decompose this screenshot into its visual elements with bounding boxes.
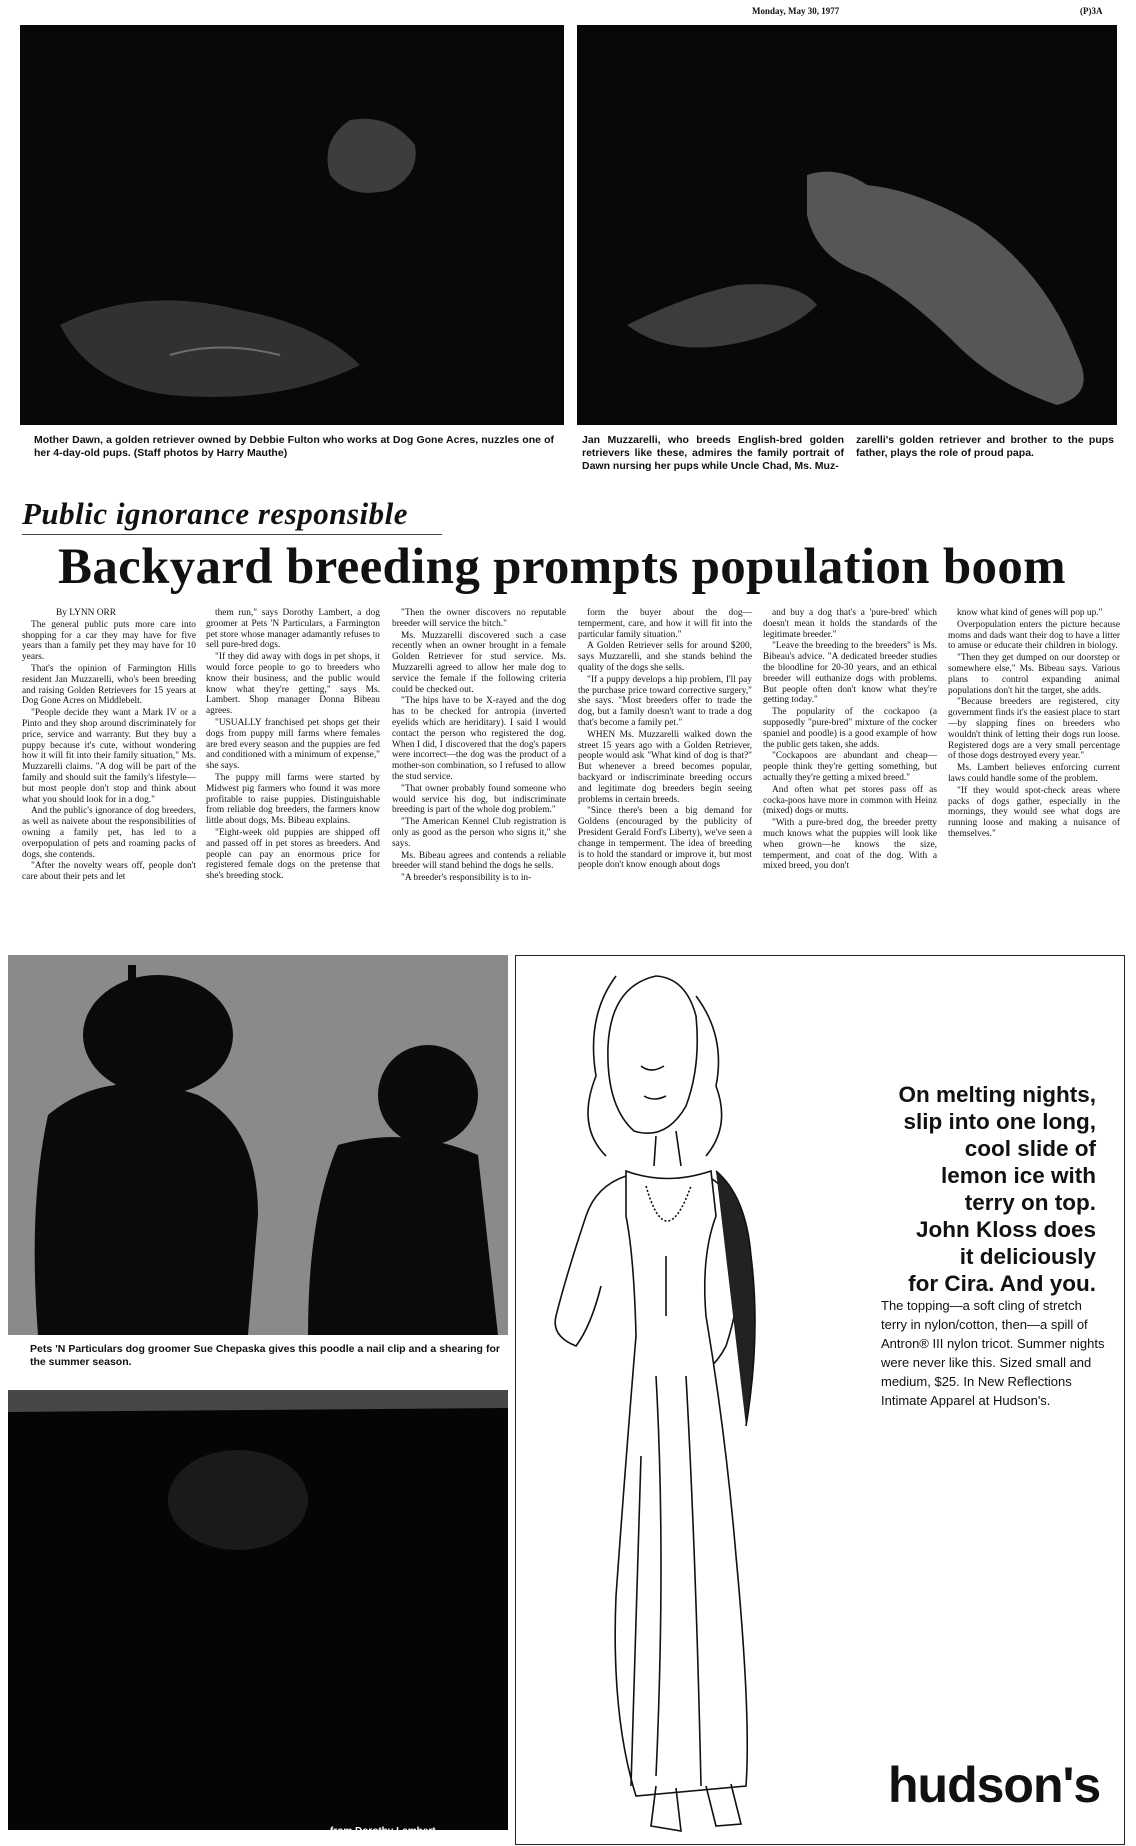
- paragraph: them run," says Dorothy Lambert, a dog groomer at Pets 'N Particulars, a Farmington pet store whose manager adamantly refuses to sell pure-bred dogs.: [206, 608, 380, 651]
- paragraph: WHEN Ms. Muzzarelli walked down the street 15 years ago with a Golden Retriever, people would ask "What kind of dog is that?" But whenever a breed becomes popular, backyard or indiscriminate breeding occurs and legitimate dog breeders begin seeing problems in certain breeds.: [578, 729, 752, 805]
- paragraph: "Leave the breeding to the breeders" is Ms. Bibeau's advice. "A dedicated breeder studies the bloodline for 20-30 years, and an ethical breeder will euthanize dogs with problems. But people often don't know what they're getting today.": [763, 641, 937, 706]
- paragraph: know what kind of genes will pop up.": [957, 608, 1103, 618]
- dateline: Monday, May 30, 1977: [752, 6, 840, 16]
- headline: Backyard breeding prompts population boom: [58, 539, 1066, 595]
- kicker-rule: [22, 534, 442, 535]
- paragraph: "If a puppy develops a hip problem, I'll pay the purchase price toward corrective surgery," she says. "Most breeders offer to trade the dog, but a family doesn't want to trade a dog that's become a family pet.": [578, 674, 752, 728]
- paragraph: "People decide they want a Mark IV or a Pinto and they shop around discriminately for price, service and warranty. But they buy a puppy because it's cute, without wondering how it will fit into their family situation," Ms. Muzzarelli claims. "A dog will be part of the family and should suit the family's lifestyle—but most people don't stop and think about what you should look for in a dog.": [22, 708, 196, 805]
- article-column-5: [763, 608, 937, 873]
- paragraph: and buy a dog that's a 'pure-bred' which doesn't mean it holds the standards of the legitimate breeder.": [763, 608, 937, 640]
- paragraph: "The hips have to be X-rayed and the dog has to be checked for antropia (inverted eyelids which are heriditary). I said I would contact the person who registered the dog. When I did, I discovered that the dog's papers were incorrect—the dog was the product of a mother-son combination, so I refused to allow the stud service.: [392, 696, 566, 782]
- paragraph: Ms. Lambert believes enforcing current laws could handle some of the problem.: [948, 763, 1120, 784]
- photo-family-portrait: [577, 25, 1117, 425]
- article-column-2: [206, 608, 380, 883]
- ad-headline-line: slip into one long,: [903, 1109, 1096, 1134]
- paragraph: Overpopulation enters the picture because moms and dads want their dog to have a litter to amuse or educate their children in biology.: [948, 619, 1120, 652]
- paragraph: Ms. Bibeau agrees and contends a reliable breeder will stand behind the dogs he sells.: [392, 850, 566, 872]
- paragraph: The popularity of the cockapoo (a supposedly "pure-bred" mixture of the cocker spaniel and poodle) is a good example of how the public gets taken, she adds.: [763, 707, 937, 750]
- ad-headline-line: cool slide of: [964, 1136, 1096, 1161]
- paragraph: The puppy mill farms were started by Midwest pig farmers who found it was more profitable to raise puppies. Distinguishable from reliable dog breeders, the farmers know little about dogs, Ms. Bibeau explains.: [206, 772, 380, 827]
- ad-headline-line: lemon ice with: [940, 1163, 1096, 1188]
- paragraph: And the public's ignorance of dog breeders, as well as naivete about the responsibilities of owning a family pet, has led to a overpopulation of pets and roaming packs of dogs, she contends.: [22, 806, 196, 860]
- kicker: Public ignorance responsible: [22, 496, 409, 531]
- paragraph: form the buyer about the dog—temperment, care, and how it will fit into the particular family situation.": [578, 608, 752, 640]
- ad-headline: [806, 1081, 1096, 1297]
- ad-headline-line: On melting nights,: [898, 1082, 1096, 1107]
- paragraph: "Cockapoos are abundant and cheap—people think they're getting something, but actually they're getting a mixed breed.": [763, 751, 937, 783]
- page-number: (P)3A: [1080, 6, 1103, 16]
- paragraph: Ms. Muzzarelli discovered such a case recently when an owner brought in a female Golden Retriever for stud service. Ms. Muzzarelli agreed to allow her male dog to service the female if the following criteria could be checked out.: [392, 630, 566, 695]
- paragraph: "The American Kennel Club registration is only as good as the person who signs it," she says.: [392, 817, 566, 849]
- paragraph: That's the opinion of Farmington Hills resident Jan Muzzarelli, who's been breeding and raising Golden Retrievers for 15 years at Dog Gone Acres on Middlebelt.: [22, 663, 196, 707]
- caption-poodle-grooming: Pets 'N Particulars dog groomer Sue Chepaska gives this poodle a nail clip and a shearing for the summer season.: [30, 1343, 500, 1368]
- caption-family-portrait-b: zarelli's golden retriever and brother to the pups father, plays the role of proud papa.: [856, 434, 1114, 459]
- hudsons-advertisement: [515, 955, 1125, 1845]
- byline: By LYNN ORR: [56, 608, 117, 618]
- paragraph: A Golden Retriever sells for around $200, says Muzzarelli, and she stands behind the quality of the dogs she sells.: [578, 641, 752, 673]
- paragraph: "With a pure-bred dog, the breeder pretty much knows what the puppies will look like when grown—he knows the size, temperment, and coat of the dog. With a mixed breed, you don't: [763, 818, 937, 872]
- article-column-1: [22, 608, 196, 884]
- caption-bottom-fragment: from Dorothy Lambert.: [330, 1826, 439, 1837]
- paragraph: "If they did away with dogs in pet shops, it would force people to go to breeders who know their business, and the public would know what they're getting," says Ms. Lambert. Shop manager Donna Bibeau agrees.: [206, 652, 380, 717]
- paragraph: "That owner probably found someone who would service his dog, but indiscriminate breeding is part of the whole dog problem.": [392, 783, 566, 816]
- article-column-4: [578, 608, 752, 872]
- paragraph: "After the novelty wears off, people don't care about their pets and let: [22, 861, 196, 883]
- photo-poodle-grooming: [8, 955, 508, 1335]
- photo-bottom: [8, 1390, 508, 1830]
- paragraph: "Then the owner discovers no reputable breeder will service the bitch.": [392, 608, 566, 629]
- paragraph: "Eight-week old puppies are shipped off and passed off in pet stores as breeders. And people can pay an enormous price for registered female dogs on the pretense that she's breeding stock.: [206, 827, 380, 882]
- caption-mother-dawn: Mother Dawn, a golden retriever owned by Debbie Fulton who works at Dog Gone Acres, nuzzles one of her 4-day-old pups. (Staff photos by Harry Mauthe): [34, 434, 554, 459]
- paragraph: "Then they get dumped on our doorstep or somewhere else," Ms. Bibeau says. Various plans to control expanding animal populations don't hit the target, she adds.: [948, 653, 1120, 696]
- ad-headline-line: it deliciously: [959, 1244, 1096, 1269]
- paragraph: "USUALLY franchised pet shops get their dogs from puppy mill farms where females are bred every season and the puppies are fed and conditioned with a minimum of expense," she says.: [206, 717, 380, 772]
- hudsons-logo: hudson's: [888, 1757, 1101, 1813]
- ad-body: The topping—a soft cling of stretch terry in nylon/cotton, then—a spill of Antron® III nylon tricot. Summer nights were never like this. Sized small and medium, $25. In New Reflections Intimate Apparel at Hudson's.: [881, 1298, 1105, 1408]
- paragraph: And often what pet stores pass off as cocka-poos have more in common with Heinz (mixed) dogs or mutts.: [763, 784, 937, 817]
- ad-headline-line: terry on top.: [964, 1190, 1096, 1215]
- ad-headline-line: for Cira. And you.: [908, 1271, 1096, 1296]
- paragraph: "A breeder's responsibility is to in-: [401, 873, 532, 884]
- ad-headline-line: John Kloss does: [915, 1217, 1096, 1242]
- paragraph: The general public puts more care into shopping for a car they may have for five years than a family pet they may have for 10 years.: [22, 619, 196, 663]
- paragraph: "Since there's been a big demand for Goldens (encouraged by the publicity of President Gerald Ford's Liberty), we've seen a change in temperment. The idea of breeding is to hold the standard or improve it, but most people don't know enough about dogs: [578, 806, 752, 871]
- article-column-3: [392, 608, 566, 885]
- paragraph: "If they would spot-check areas where packs of dogs gather, especially in the mornings, they would see what dogs are running loose and making a nuisance of themselves.": [948, 785, 1120, 839]
- paragraph: "Because breeders are registered, city government finds it's the easiest place to start—by slapping fines on breeders who wouldn't think of letting their dogs run loose. Registered dogs are a very small percentage of those dogs destroyed every year.": [948, 697, 1120, 762]
- caption-family-portrait-a: Jan Muzzarelli, who breeds English-bred golden retrievers like these, admires the family portrait of Dawn nursing her pups while Uncle Chad, Ms. Muz-: [582, 434, 844, 472]
- photo-mother-dawn: [20, 25, 564, 425]
- article-column-6: [948, 608, 1120, 841]
